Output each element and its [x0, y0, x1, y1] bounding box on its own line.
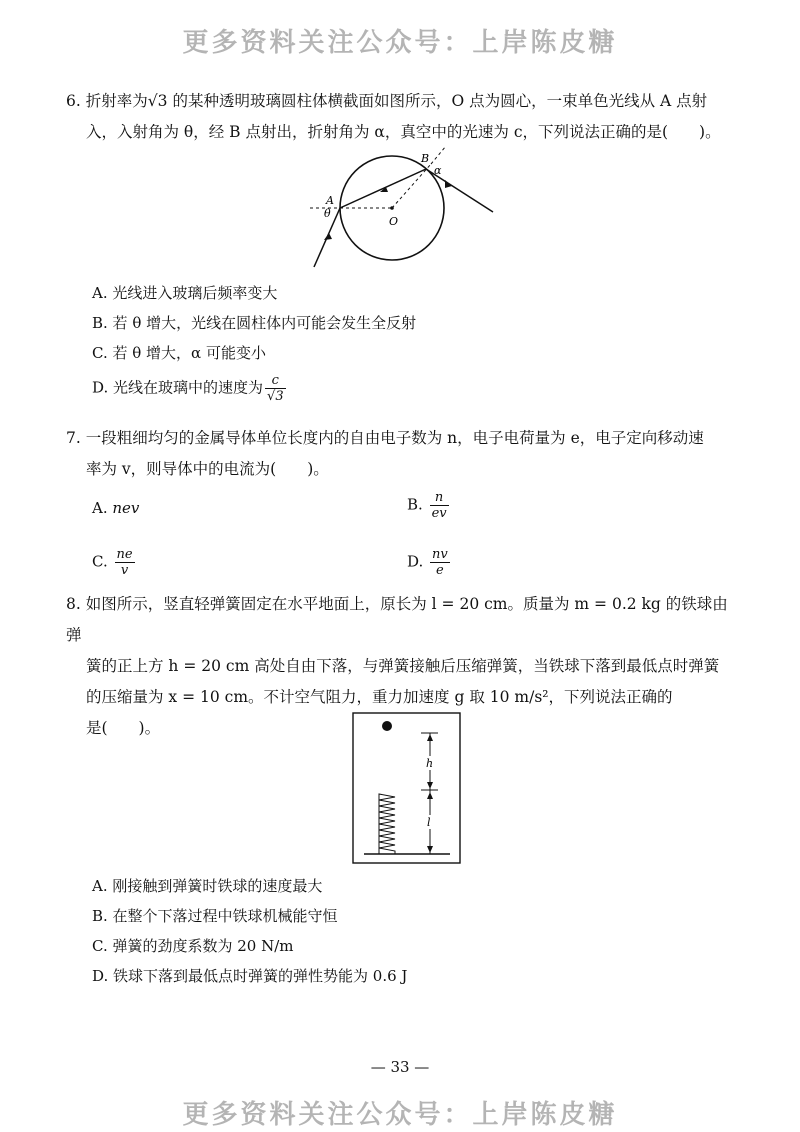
figure-frame — [353, 713, 460, 863]
sqrt-3: √3 — [147, 92, 168, 110]
option-text: D. 光线在玻璃中的速度为 — [92, 378, 264, 397]
q6-option-b: B. 若 θ 增大，光线在圆柱体内可能会发生全反射 — [92, 314, 417, 332]
center-point — [390, 206, 394, 210]
spring — [379, 794, 395, 854]
q7-option-c: C. $\frac{ne}{v}$ — [92, 547, 133, 578]
question-text: 一段粗细均匀的金属导体单位长度内的自由电子数为 n，电子电荷量为 e，电子定向移动速 — [85, 429, 704, 447]
question-7-line-1 — [66, 423, 736, 454]
question-6 — [66, 86, 736, 148]
refraction-figure — [300, 145, 510, 270]
fraction: $\frac{n}{ev}$ — [431, 490, 447, 521]
question-number: 8. — [66, 595, 81, 613]
normal-extension — [431, 146, 446, 164]
q6-option-d — [92, 373, 286, 404]
label-B: B — [421, 152, 430, 165]
iron-ball — [382, 721, 392, 731]
question-8-line-4: 是( )。 — [86, 719, 161, 737]
question-7 — [66, 423, 736, 485]
question-text: 如图所示，竖直轻弹簧固定在水平地面上，原长为 l = 20 cm。质量为 m = 0.2 kg 的铁球由弹 — [66, 595, 728, 644]
label-l: l — [427, 816, 431, 829]
question-6-line-1 — [66, 86, 736, 117]
watermark-bottom: 更多资料关注公众号：上岸陈皮糖 — [182, 1100, 618, 1130]
question-6-line-2: 入，入射角为 θ，经 B 点射出，折射角为 α，真空中的光速为 c，下列说法正确的是( )。 — [86, 123, 721, 141]
q8-option-d: D. 铁球下落到最低点时弹簧的弹性势能为 0.6 J — [92, 967, 408, 985]
h-arrow-down — [427, 782, 433, 789]
l-arrow-up — [427, 792, 433, 799]
q8-option-c: C. 弹簧的劲度系数为 20 N/m — [92, 937, 294, 955]
fraction: $\frac{c}{√3}$ — [267, 373, 284, 404]
q6-option-a: A. 光线进入玻璃后频率变大 — [92, 284, 278, 302]
question-number: 7. — [66, 429, 81, 447]
normal-line-B — [392, 164, 431, 208]
label-O: O — [389, 215, 399, 228]
l-arrow-down — [427, 846, 433, 853]
label-alpha: α — [434, 164, 442, 177]
q8-option-b: B. 在整个下落过程中铁球机械能守恒 — [92, 907, 338, 925]
q7-option-a: A. nev — [92, 499, 140, 517]
question-number: 6. — [66, 92, 81, 110]
q7-option-b: B. $\frac{n}{ev}$ — [407, 490, 447, 521]
question-text: 的某种透明玻璃圆柱体横截面如图所示，O 点为圆心，一束单色光线从 A 点射 — [172, 92, 708, 110]
q8-option-a: A. 刚接触到弹簧时铁球的速度最大 — [92, 877, 323, 895]
fraction: $\frac{nv}{e}$ — [432, 547, 448, 578]
question-7-line-2: 率为 v，则导体中的电流为( )。 — [86, 460, 329, 478]
label-theta: θ — [324, 207, 331, 220]
question-text: 折射率为 — [85, 92, 148, 110]
question-8-line-2: 簧的正上方 h = 20 cm 高处自由下落，与弹簧接触后压缩弹簧，当铁球下落到最低点时弹簧 — [86, 657, 720, 675]
watermark-top: 更多资料关注公众号：上岸陈皮糖 — [182, 28, 618, 58]
label-h: h — [426, 757, 434, 770]
spring-figure — [352, 712, 462, 866]
q7-option-d: D. $\frac{nv}{e}$ — [407, 547, 448, 578]
label-A: A — [326, 194, 334, 207]
fraction: $\frac{ne}{v}$ — [116, 547, 133, 578]
h-arrow-up — [427, 734, 433, 741]
emergent-arrow — [445, 180, 452, 188]
page-number: — 33 — — [370, 1058, 430, 1076]
q6-option-c: C. 若 θ 增大，α 可能变小 — [92, 344, 266, 362]
question-8-line-1 — [66, 589, 736, 651]
question-8-line-3: 的压缩量为 x = 10 cm。不计空气阻力，重力加速度 g 取 10 m/s²，下列说法正确的 — [86, 688, 673, 706]
